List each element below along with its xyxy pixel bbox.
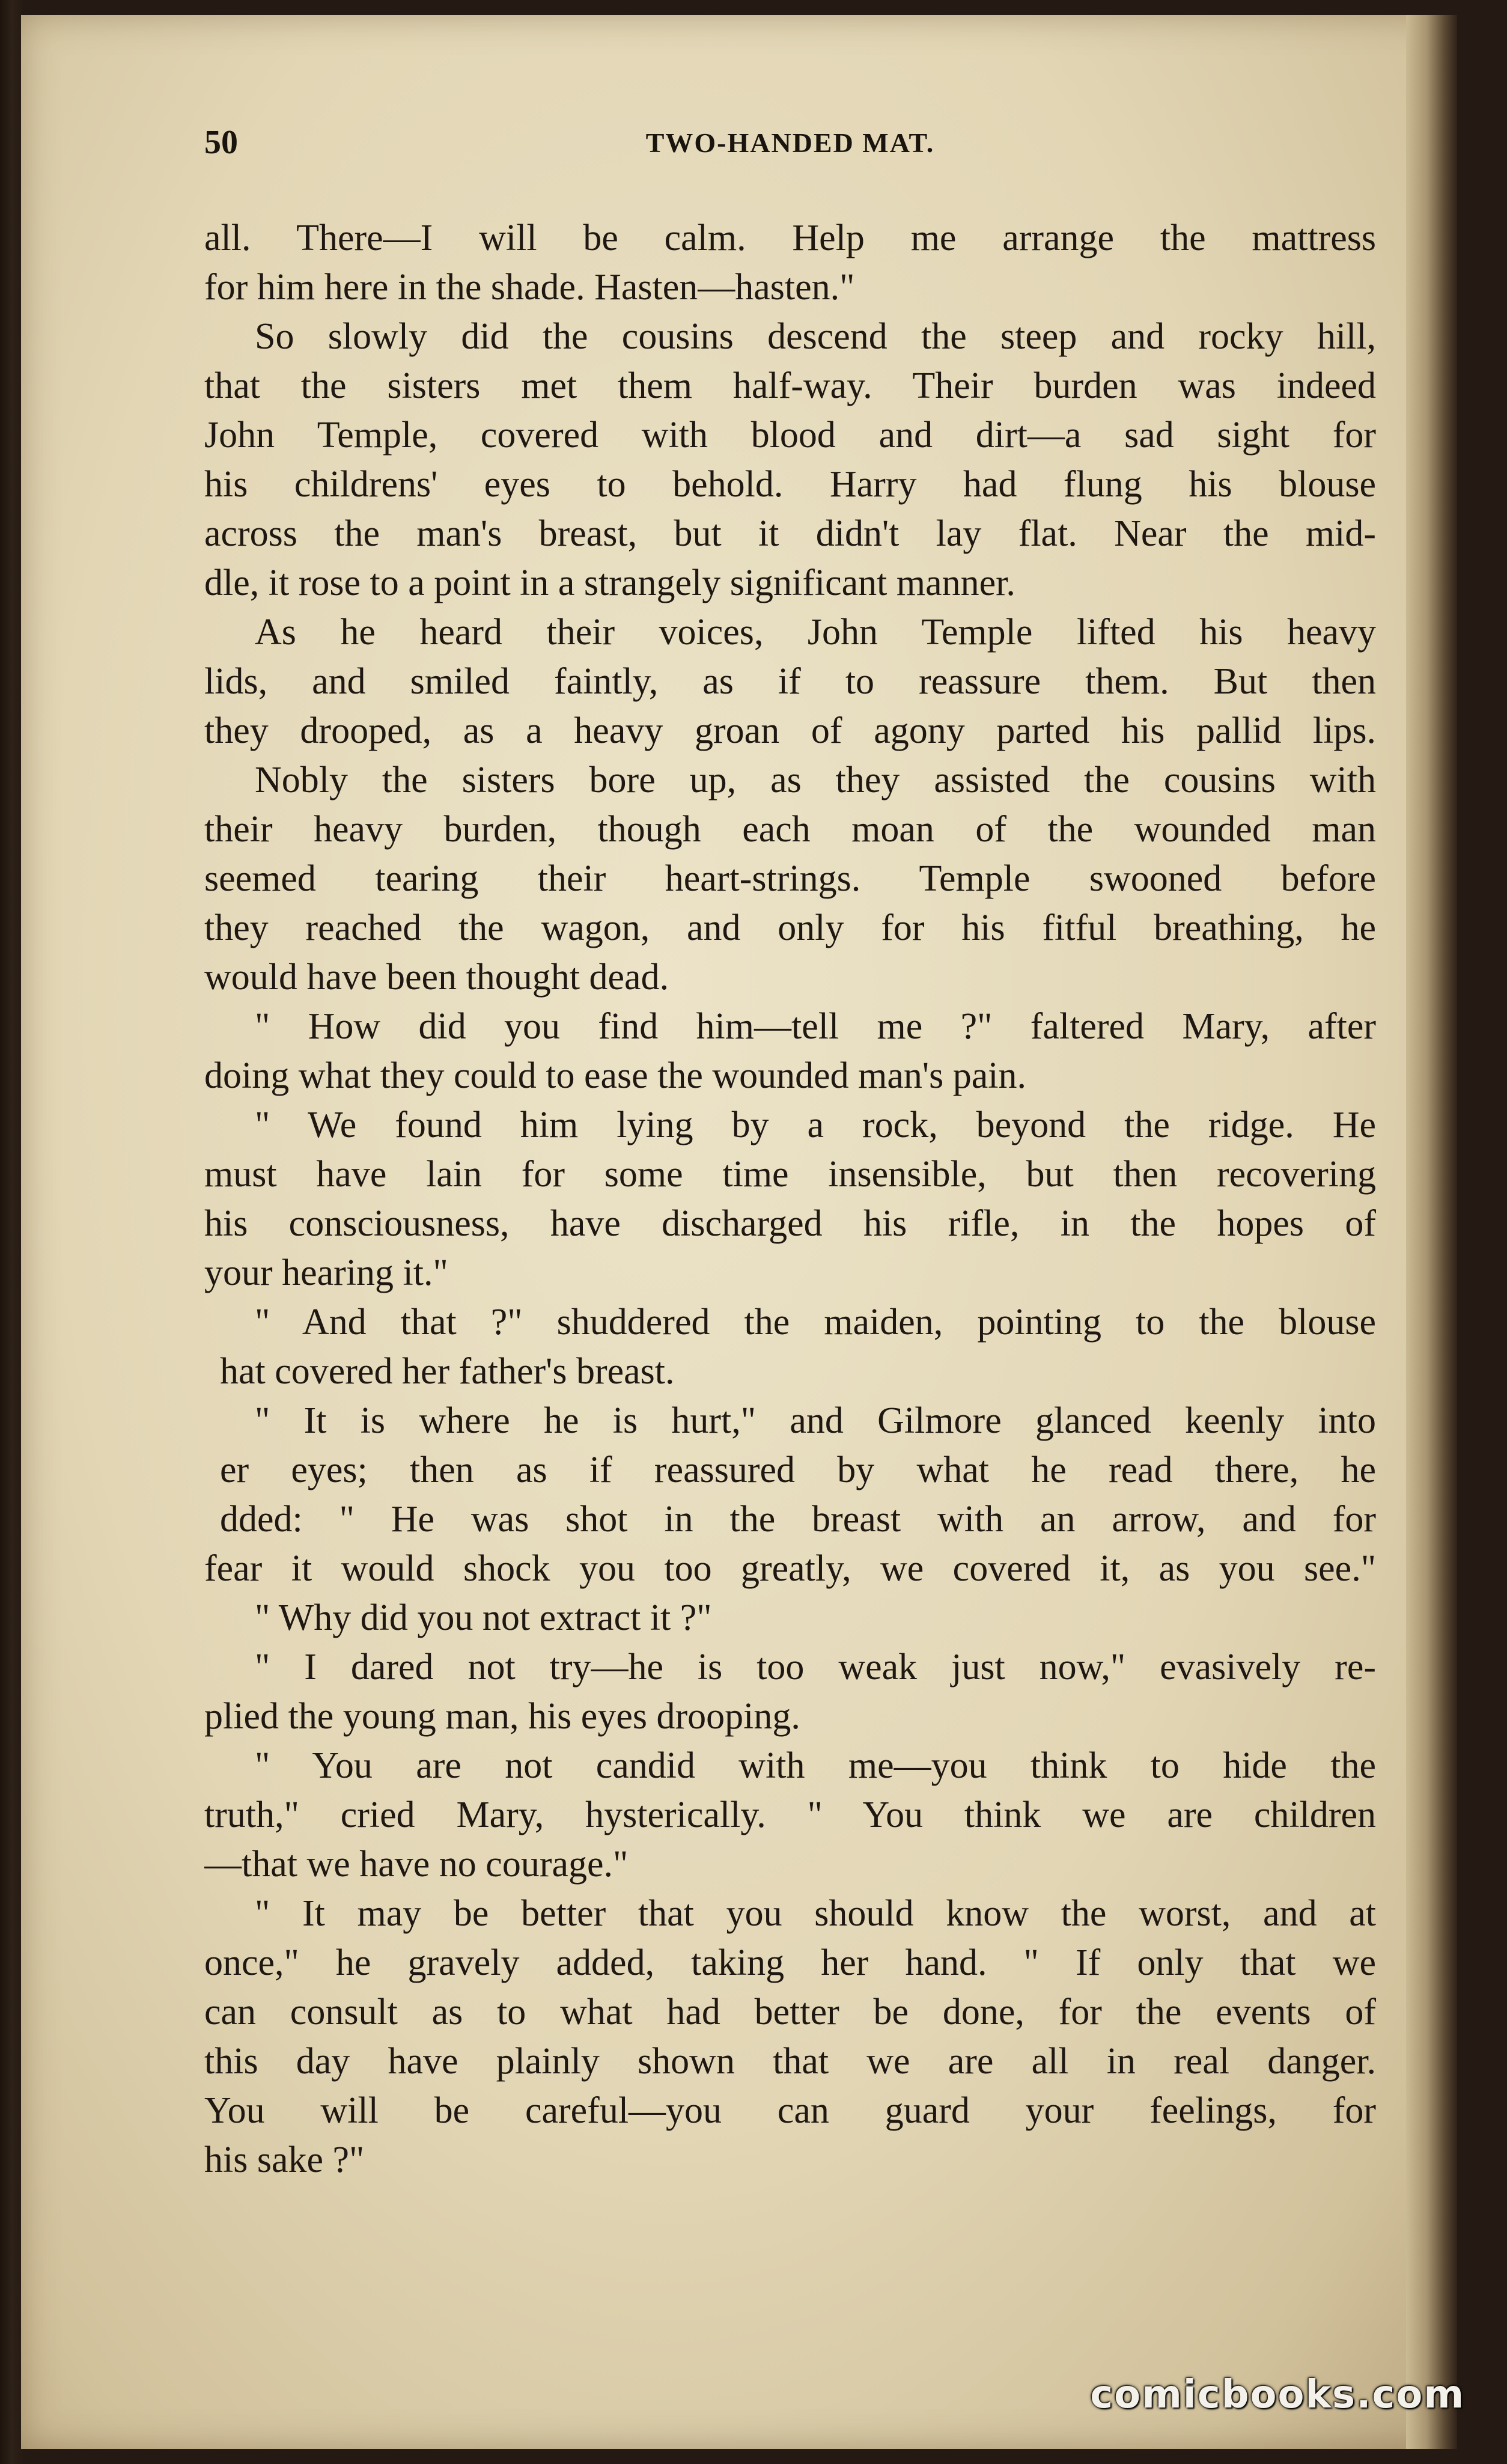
text-line: lids, and smiled faintly, as if to reassure them. But then: [204, 661, 1376, 702]
text-line: plied the young man, his eyes drooping.: [204, 1696, 800, 1737]
text-line: once," he gravely added, taking her hand. " If only that we: [204, 1942, 1376, 1983]
text-line: can consult as to what had better be done, for the events of: [204, 1992, 1376, 2032]
text-line: for him here in the shade. Hasten—hasten.": [204, 267, 855, 308]
text-line: " You are not candid with me—you think to hide the: [255, 1745, 1376, 1786]
text-line: that the sisters met them half-way. Their burden was indeed: [204, 365, 1376, 406]
text-line: his childrens' eyes to behold. Harry had flung his blouse: [204, 464, 1376, 505]
text-line: they reached the wagon, and only for his fitful breathing, he: [204, 907, 1376, 948]
text-line: " I dared not try—he is too weak just now," evasively re-: [255, 1647, 1376, 1688]
text-line: this day have plainly shown that we are all in real danger.: [204, 2041, 1376, 2082]
text-line: fear it would shock you too greatly, we covered it, as you see.": [204, 1548, 1376, 1589]
text-line: would have been thought dead.: [204, 957, 669, 998]
text-line: " We found him lying by a rock, beyond the ridge. He: [255, 1105, 1376, 1145]
text-line: all. There—I will be calm. Help me arrange the mattress: [204, 218, 1376, 258]
text-line: his consciousness, have discharged his rifle, in the hopes of: [204, 1203, 1376, 1244]
text-line: truth," cried Mary, hysterically. " You think we are children: [204, 1795, 1376, 1835]
text-line: dded: " He was shot in the breast with an arrow, and for: [220, 1499, 1376, 1540]
text-line: must have lain for some time insensible, but then recovering: [204, 1154, 1376, 1195]
text-line: your hearing it.": [204, 1252, 448, 1293]
text-line: they drooped, as a heavy groan of agony parted his pallid lips.: [204, 710, 1376, 751]
text-line: —that we have no courage.": [204, 1844, 629, 1885]
text-line: dle, it rose to a point in a strangely significant manner.: [204, 563, 1015, 603]
page-number: 50: [204, 124, 238, 161]
text-line: er eyes; then as if reassured by what he read there, he: [220, 1450, 1376, 1490]
text-line: doing what they could to ease the wounded man's pain.: [204, 1055, 1026, 1096]
body-text: [204, 213, 1376, 2185]
page-gutter-shadow: [1406, 15, 1457, 2449]
text-line: You will be careful—you can guard your feelings, for: [204, 2090, 1376, 2131]
text-line: their heavy burden, though each moan of the wounded man: [204, 809, 1376, 850]
text-line: As he heard their voices, John Temple lifted his heavy: [255, 612, 1376, 653]
text-line: seemed tearing their heart-strings. Temple swooned before: [204, 858, 1376, 899]
text-line: John Temple, covered with blood and dirt—a sad sight for: [204, 415, 1376, 456]
page-header: [204, 123, 1376, 165]
text-line: " It is where he is hurt," and Gilmore glanced keenly into: [255, 1400, 1376, 1441]
text-line: " Why did you not extract it ?": [255, 1597, 712, 1638]
text-line: across the man's breast, but it didn't lay flat. Near the mid-: [204, 513, 1376, 554]
text-line: Nobly the sisters bore up, as they assisted the cousins with: [255, 760, 1376, 800]
text-line: So slowly did the cousins descend the steep and rocky hill,: [255, 316, 1376, 357]
watermark: comicbooks.com: [1090, 2373, 1465, 2417]
text-line: " And that ?" shuddered the maiden, pointing to the blouse: [255, 1302, 1376, 1343]
running-head: TWO-HANDED MAT.: [645, 127, 935, 158]
text-line: his sake ?": [204, 2139, 365, 2180]
text-line: " It may be better that you should know the worst, and at: [255, 1893, 1376, 1934]
text-line: hat covered her father's breast.: [220, 1351, 675, 1392]
text-line: " How did you find him—tell me ?" faltered Mary, after: [255, 1006, 1376, 1047]
